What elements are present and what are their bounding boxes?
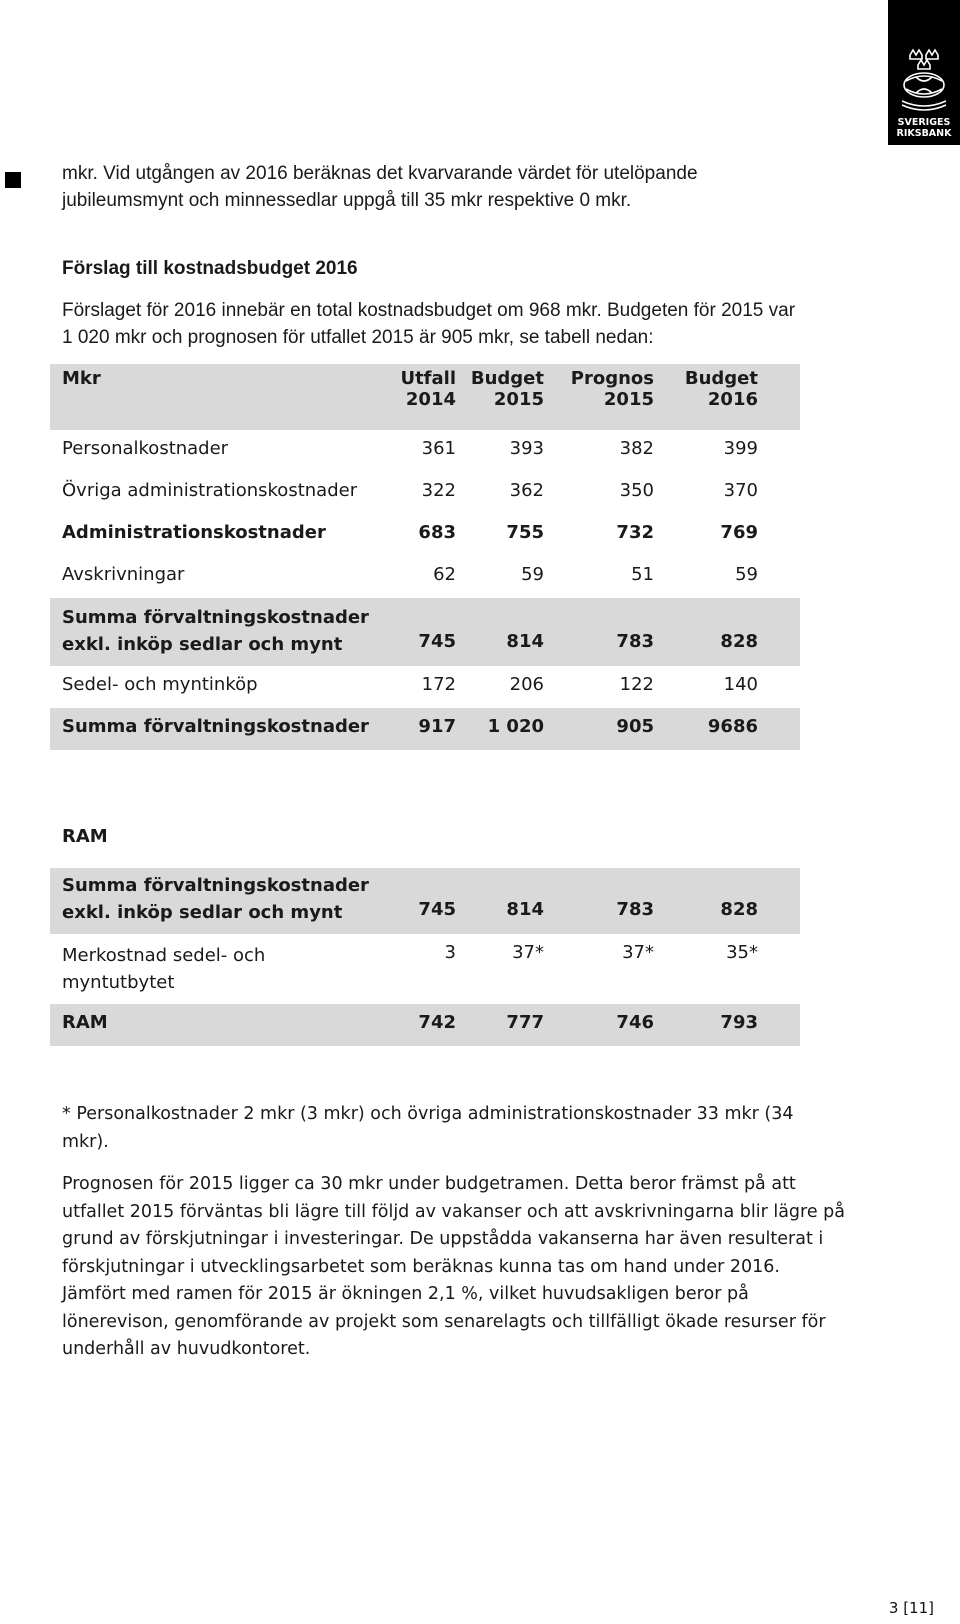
row-label xyxy=(62,942,265,996)
row-value: 51 xyxy=(631,564,654,585)
header-col-1 xyxy=(400,368,456,410)
row-value: 917 xyxy=(418,716,456,737)
header-col-4-line-2: 2016 xyxy=(707,389,758,410)
row-label-line-1: Merkostnad sedel- och xyxy=(62,945,266,966)
row-value: 777 xyxy=(506,1012,544,1033)
row-label-line-1: Summa förvaltningskostnader xyxy=(62,607,369,628)
row-value: 783 xyxy=(616,631,654,652)
section-paragraph xyxy=(62,297,795,351)
row-value: 37* xyxy=(512,942,544,963)
row-label: RAM xyxy=(62,1012,108,1033)
row-label: Övriga administrationskostnader xyxy=(62,480,358,501)
row-value: 828 xyxy=(720,899,758,920)
header-col-3-line-2: 2015 xyxy=(603,389,654,410)
row-label: Sedel- och myntinköp xyxy=(62,674,258,695)
table-row xyxy=(50,598,800,666)
table-row xyxy=(50,556,800,598)
row-value: 122 xyxy=(619,674,654,695)
section-line-1: Förslaget för 2016 innebär en total kostnadsbudget om 968 mkr. Budgeten för 2015 var xyxy=(62,300,796,321)
closing-line: lönerevison, genomförande av projekt som senarelagts och tillfälligt ökade resurser för xyxy=(62,1311,826,1332)
header-col-3-line-1: Prognos xyxy=(570,368,654,389)
header-col-2-line-1: Budget xyxy=(470,368,544,389)
row-value: 755 xyxy=(506,522,544,543)
row-label: Personalkostnader xyxy=(62,438,229,459)
closing-line: förskjutningar i utvecklingsarbetet som beräknas kunna tas om hand under 2016. xyxy=(62,1256,780,1277)
closing-line: utfallet 2015 förväntas bli lägre till följd av vakanser och att avskrivningarna blir lägre på xyxy=(62,1201,845,1222)
row-label xyxy=(62,872,369,926)
row-value: 746 xyxy=(616,1012,654,1033)
closing-paragraph xyxy=(62,1171,845,1364)
row-value: 140 xyxy=(723,674,758,695)
header-col-4-line-1: Budget xyxy=(684,368,758,389)
footnote-line-1: * Personalkostnader 2 mkr (3 mkr) och övriga administrationskostnader 33 mkr (34 xyxy=(62,1104,794,1124)
row-value: 3 xyxy=(444,942,456,963)
closing-line: grund av förskjutningar i investeringar. De uppstådda vakanserna har även resulterat i xyxy=(62,1229,824,1249)
row-value: 59 xyxy=(521,564,544,585)
riksbank-logo xyxy=(888,0,960,145)
header-col-1-line-1: Utfall xyxy=(400,368,456,389)
crown-emblem-icon xyxy=(896,47,952,111)
row-value: 683 xyxy=(418,522,456,543)
row-value: 322 xyxy=(421,480,456,501)
logo-line-1: SVERIGES xyxy=(897,117,951,128)
row-label-line-2: myntutbytet xyxy=(62,972,175,993)
cost-table xyxy=(50,364,800,750)
footnote xyxy=(62,1100,794,1156)
section-line-2: 1 020 mkr och prognosen för utfallet 2015 är 905 mkr, se tabell nedan: xyxy=(62,327,654,348)
intro-line-1: mkr. Vid utgången av 2016 beräknas det kvarvarande värdet för utelöpande xyxy=(62,163,698,184)
row-value: 206 xyxy=(509,674,544,695)
header-col-4 xyxy=(685,368,758,410)
ram-header: RAM xyxy=(62,826,108,847)
row-value: 793 xyxy=(720,1012,758,1033)
table-row xyxy=(50,472,800,514)
row-value: 37* xyxy=(622,942,654,963)
intro-paragraph xyxy=(62,160,698,214)
change-marker xyxy=(5,172,21,188)
row-value: 9686 xyxy=(707,716,758,737)
row-value: 393 xyxy=(509,438,544,459)
row-value: 362 xyxy=(509,480,544,501)
row-value: 783 xyxy=(616,899,654,920)
header-col-3 xyxy=(571,368,654,410)
table-row xyxy=(50,514,800,556)
table-total-row xyxy=(50,1004,800,1046)
row-value: 59 xyxy=(735,564,758,585)
table-row xyxy=(50,868,800,934)
row-value: 769 xyxy=(720,522,758,543)
row-value: 62 xyxy=(433,564,456,585)
row-value: 814 xyxy=(506,899,544,920)
row-value: 745 xyxy=(418,631,456,652)
section-heading: Förslag till kostnadsbudget 2016 xyxy=(62,258,358,279)
intro-line-2: jubileumsmynt och minnessedlar uppgå till 35 mkr respektive 0 mkr. xyxy=(62,190,632,211)
table-row xyxy=(50,430,800,472)
row-value: 350 xyxy=(619,480,654,501)
closing-line: underhåll av huvudkontoret. xyxy=(62,1339,311,1359)
row-value: 370 xyxy=(723,480,758,501)
header-label: Mkr xyxy=(62,368,101,389)
row-value: 814 xyxy=(506,631,544,652)
row-label: Administrationskostnader xyxy=(62,522,326,543)
row-value: 828 xyxy=(720,631,758,652)
ram-header-row xyxy=(50,824,800,868)
row-label-line-1: Summa förvaltningskostnader xyxy=(62,875,369,896)
logo-line-2: RIKSBANK xyxy=(896,128,952,139)
table-row xyxy=(50,934,800,1004)
ram-table xyxy=(50,824,800,1046)
footnote-line-2: mkr). xyxy=(62,1132,109,1152)
table-total-row xyxy=(50,708,800,750)
row-label-line-2: exkl. inköp sedlar och mynt xyxy=(62,634,343,655)
page-number: 3 [11] xyxy=(888,1599,934,1617)
row-value: 35* xyxy=(726,942,758,963)
row-value: 382 xyxy=(619,438,654,459)
header-col-1-line-2: 2014 xyxy=(405,389,456,410)
row-label-line-2: exkl. inköp sedlar och mynt xyxy=(62,902,343,923)
table-header-row xyxy=(50,364,800,430)
row-label: Summa förvaltningskostnader xyxy=(62,716,369,737)
closing-line: Jämfört med ramen för 2015 är ökningen 2,1 %, vilket huvudsakligen beror på xyxy=(62,1284,749,1304)
row-value: 742 xyxy=(418,1012,456,1033)
header-col-2-line-2: 2015 xyxy=(493,389,544,410)
row-value: 172 xyxy=(421,674,456,695)
row-value: 745 xyxy=(418,899,456,920)
row-label xyxy=(62,604,369,658)
row-value: 399 xyxy=(723,438,758,459)
header-col-2 xyxy=(471,368,544,410)
row-value: 361 xyxy=(421,438,456,459)
row-label: Avskrivningar xyxy=(62,564,185,585)
table-row xyxy=(50,666,800,708)
row-value: 732 xyxy=(616,522,654,543)
row-value: 1 020 xyxy=(487,716,544,737)
row-value: 905 xyxy=(616,716,654,737)
closing-line: Prognosen för 2015 ligger ca 30 mkr under budgetramen. Detta beror främst på att xyxy=(62,1174,796,1194)
